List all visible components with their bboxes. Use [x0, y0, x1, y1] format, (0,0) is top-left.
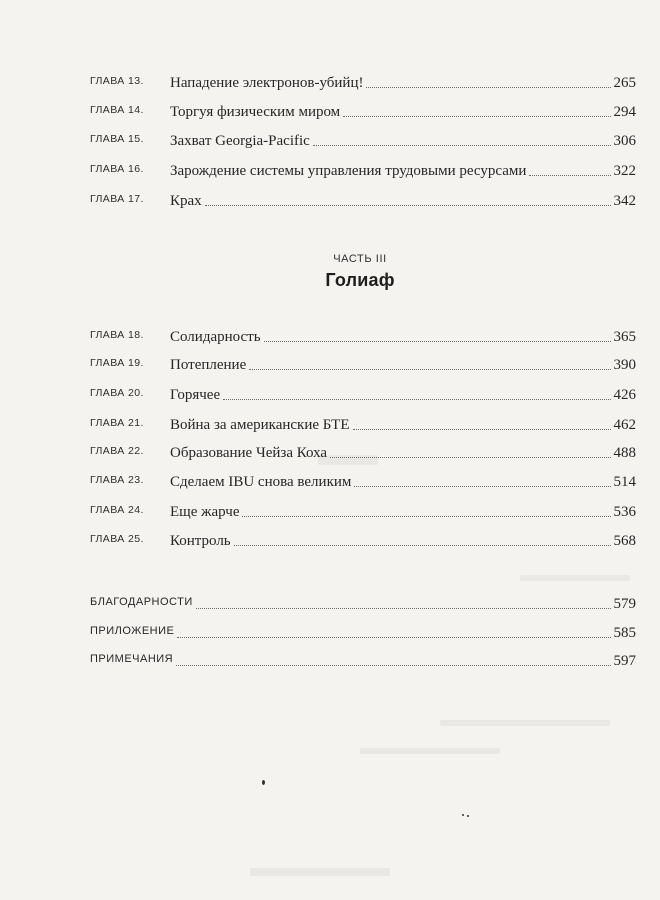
chapter-label: ГЛАВА 16.: [90, 163, 144, 175]
page-number: 294: [613, 104, 636, 120]
chapter-title: Война за американские БТЕ: [170, 417, 350, 433]
chapter-label: ГЛАВА 21.: [90, 417, 144, 429]
toc-entry-appendix[interactable]: [90, 618, 636, 642]
page-number: 568: [613, 533, 636, 549]
toc-entry-notes[interactable]: [90, 646, 636, 670]
dot-leader: [353, 429, 611, 430]
section-title: ПРИМЕЧАНИЯ: [90, 653, 174, 665]
section-title: ПРИЛОЖЕНИЕ: [90, 625, 175, 637]
page-number: 342: [613, 193, 636, 209]
toc-entry-chapter-22[interactable]: [90, 438, 636, 462]
dot-leader: [176, 665, 610, 666]
page-number: 306: [613, 133, 636, 149]
chapter-title: Нападение электронов-убийц!: [170, 75, 364, 91]
page-number: 488: [613, 445, 636, 461]
chapter-label: ГЛАВА 19.: [90, 357, 144, 369]
toc-entry-chapter-19[interactable]: [90, 350, 636, 374]
chapter-label: ГЛАВА 14.: [90, 104, 144, 116]
chapter-label: ГЛАВА 22.: [90, 445, 144, 457]
dot-leader: [313, 145, 611, 146]
page-number: 514: [613, 474, 636, 490]
toc-entry-chapter-14[interactable]: [90, 97, 636, 121]
section-title: БЛАГОДАРНОСТИ: [90, 596, 193, 608]
page-number: 390: [613, 357, 636, 373]
dot-leader: [177, 637, 610, 638]
dot-leader: [242, 516, 610, 517]
chapter-title: Торгуя физическим миром: [170, 104, 341, 120]
toc-entry-chapter-17[interactable]: [90, 186, 636, 210]
dot-leader: [366, 87, 610, 88]
chapter-title: Контроль: [170, 533, 231, 549]
chapter-title: Горячее: [170, 387, 221, 403]
dot-leader: [343, 116, 610, 117]
dot-leader: [234, 545, 611, 546]
bleed-through-mark: [360, 748, 500, 754]
page-number: 462: [613, 417, 636, 433]
bleed-through-mark: [520, 575, 630, 581]
toc-entry-chapter-24[interactable]: [90, 497, 636, 521]
chapter-title: Образование Чейза Коха: [170, 445, 328, 461]
chapter-label: ГЛАВА 23.: [90, 474, 144, 486]
page-number: 426: [613, 387, 636, 403]
chapter-label: ГЛАВА 13.: [90, 75, 144, 87]
chapter-title: Захват Georgia-Pacific: [170, 133, 310, 149]
chapter-title: Еще жарче: [170, 504, 240, 520]
chapter-title: Зарождение системы управления трудовыми ресурсами: [170, 163, 527, 179]
toc-entry-chapter-15[interactable]: [90, 126, 636, 150]
part-title: Голиаф: [325, 270, 395, 290]
chapter-title: Сделаем IBU снова великим: [170, 474, 352, 490]
chapter-title: Крах: [170, 193, 202, 209]
dot-leader: [330, 457, 610, 458]
page-number: 585: [613, 625, 636, 641]
page-number: 365: [613, 329, 636, 345]
chapter-title: Солидарность: [170, 329, 261, 345]
print-speck: [467, 815, 469, 817]
bleed-through-mark: [440, 720, 610, 726]
toc-entry-chapter-18[interactable]: [90, 322, 636, 346]
dot-leader: [205, 205, 611, 206]
chapter-label: ГЛАВА 24.: [90, 504, 144, 516]
chapter-label: ГЛАВА 15.: [90, 133, 144, 145]
chapter-label: ГЛАВА 17.: [90, 193, 144, 205]
dot-leader: [264, 341, 611, 342]
dot-leader: [223, 399, 610, 400]
print-speck: [462, 814, 464, 816]
toc-entry-acknowledgements[interactable]: [90, 589, 636, 613]
toc-entry-chapter-20[interactable]: [90, 380, 636, 404]
page-number: 265: [613, 75, 636, 91]
chapter-label: ГЛАВА 18.: [90, 329, 144, 341]
dot-leader: [249, 369, 610, 370]
toc-entry-chapter-25[interactable]: [90, 526, 636, 550]
toc-entry-chapter-16[interactable]: [90, 156, 636, 180]
page-number: 579: [613, 596, 636, 612]
page-number: 322: [613, 163, 636, 179]
chapter-title: Потепление: [170, 357, 247, 373]
dot-leader: [196, 608, 611, 609]
toc-entry-chapter-23[interactable]: [90, 467, 636, 491]
toc-entry-chapter-21[interactable]: [90, 410, 636, 434]
chapter-label: ГЛАВА 20.: [90, 387, 144, 399]
page-number: 597: [613, 653, 636, 669]
bleed-through-mark: [250, 868, 390, 876]
print-speck: [262, 780, 265, 785]
dot-leader: [529, 175, 610, 176]
part-label: ЧАСТЬ III: [333, 253, 387, 265]
dot-leader: [354, 486, 610, 487]
chapter-label: ГЛАВА 25.: [90, 533, 144, 545]
toc-entry-chapter-13[interactable]: [90, 68, 636, 92]
page-number: 536: [613, 504, 636, 520]
